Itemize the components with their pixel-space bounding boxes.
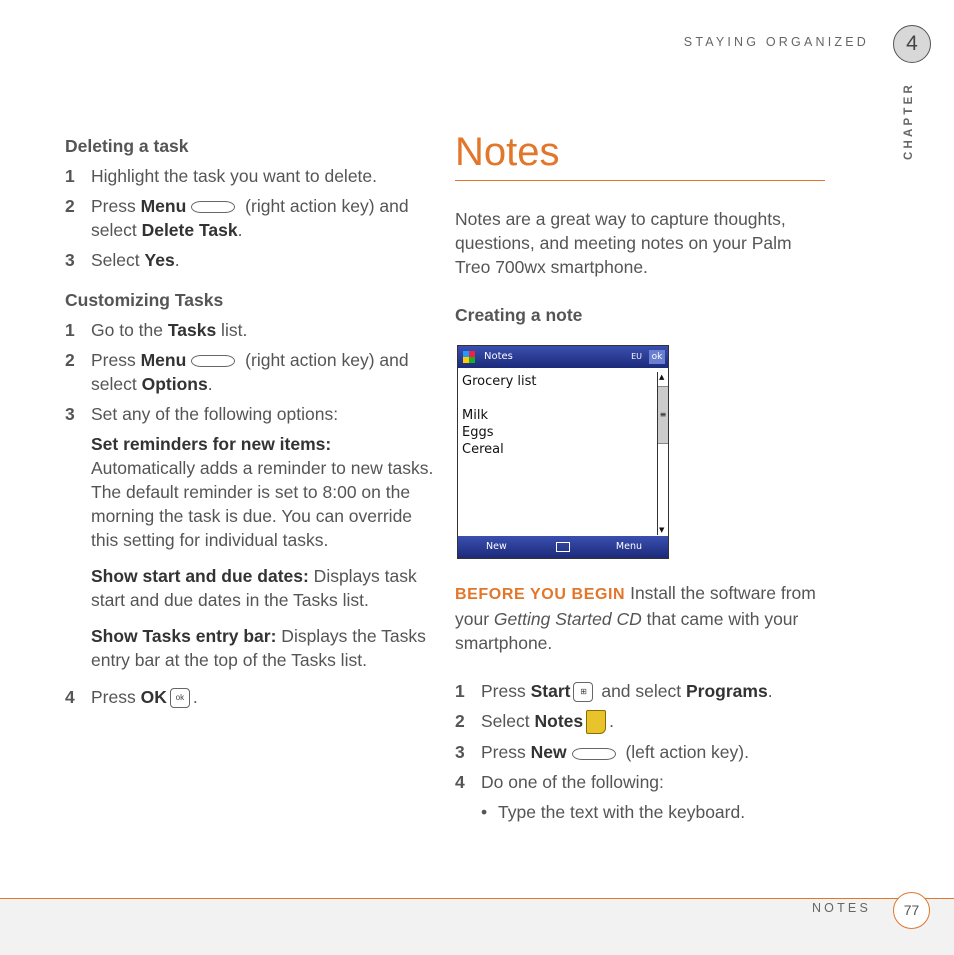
note-line: Cereal xyxy=(462,442,504,457)
chapter-number-badge: 4 xyxy=(893,25,931,63)
phone-status-icons: EU xyxy=(631,352,642,361)
creating-note-heading: Creating a note xyxy=(455,305,583,325)
softkey-menu: Menu xyxy=(615,541,642,552)
note-line xyxy=(462,390,537,407)
keyboard-icon xyxy=(556,542,570,552)
bullet-item: • Type the text with the keyboard. xyxy=(481,802,746,823)
customize-step-1: 1 Go to the Tasks list. xyxy=(65,320,248,340)
option-entry-bar: Show Tasks entry bar: Displays the Tasks entry bar at the top of the Tasks list. xyxy=(91,626,426,670)
windows-start-icon xyxy=(463,351,475,363)
right-action-key-icon xyxy=(191,201,235,213)
running-header: STAYING ORGANIZED xyxy=(683,35,869,49)
customize-step-3: 3 Set any of the following options: xyxy=(65,404,339,424)
page-footer xyxy=(0,898,954,955)
left-column xyxy=(65,134,435,709)
before-you-begin: BEFORE YOU BEGIN Install the software from your Getting Started CD that came with your smartphone. xyxy=(455,583,816,653)
option-reminders: Set reminders for new items: Automatically adds a reminder to new tasks. The default reminder is set to 8:00 on the morning the task is due. You can override this setting for individual tasks. xyxy=(91,434,434,550)
deleting-task-heading: Deleting a task xyxy=(65,136,189,156)
delete-step-1: 1 Highlight the task you want to delete. xyxy=(65,166,378,186)
page-number: 77 xyxy=(893,892,930,929)
phone-note-body xyxy=(458,368,668,536)
page-title: Notes xyxy=(455,130,825,181)
phone-ok-button: ok xyxy=(649,350,665,364)
create-step-3: 3 Press New (left action key). xyxy=(455,742,749,763)
ok-button-icon: ok xyxy=(170,688,190,708)
create-step-1: 1 Press Start ⊞ and select Programs. xyxy=(455,681,773,701)
delete-step-2: 2 Press Menu (right action key) and select Delete Task. xyxy=(65,196,409,240)
right-action-key-icon xyxy=(191,355,235,367)
footer-section: NOTES xyxy=(811,901,871,915)
softkey-new: New xyxy=(486,541,507,552)
scroll-thumb: ≡ xyxy=(658,386,668,444)
chapter-label: CHAPTER xyxy=(903,82,915,160)
note-line: Milk xyxy=(462,408,488,423)
notes-intro: Notes are a great way to capture thoughts, questions, and meeting notes on your Palm Treo 700wx smartphone. xyxy=(455,209,792,277)
left-action-key-icon xyxy=(572,748,616,760)
delete-step-3: 3 Select Yes. xyxy=(65,250,180,270)
right-column xyxy=(455,130,825,824)
phone-app-title: Notes xyxy=(484,351,513,362)
note-line: Grocery list xyxy=(462,374,537,389)
create-step-2: 2 Select Notes . xyxy=(455,709,825,734)
scroll-up-icon: ▲ xyxy=(659,373,665,381)
create-step-4: 4 Do one of the following: xyxy=(455,772,664,793)
notes-screenshot xyxy=(457,345,669,559)
phone-softkey-bar xyxy=(458,536,668,558)
start-icon: ⊞ xyxy=(573,682,593,702)
customize-step-2: 2 Press Menu (right action key) and select Options. xyxy=(65,350,409,394)
phone-scrollbar xyxy=(657,372,668,535)
customizing-tasks-heading: Customizing Tasks xyxy=(65,290,224,310)
scroll-down-icon: ▼ xyxy=(659,526,665,534)
customize-step-4: 4 Press OK ok . xyxy=(65,687,198,707)
note-line: Eggs xyxy=(462,425,494,440)
option-start-due-dates: Show start and due dates: Displays task start and due dates in the Tasks list. xyxy=(91,566,417,610)
notes-app-icon xyxy=(586,710,606,734)
phone-title-bar xyxy=(458,346,668,368)
